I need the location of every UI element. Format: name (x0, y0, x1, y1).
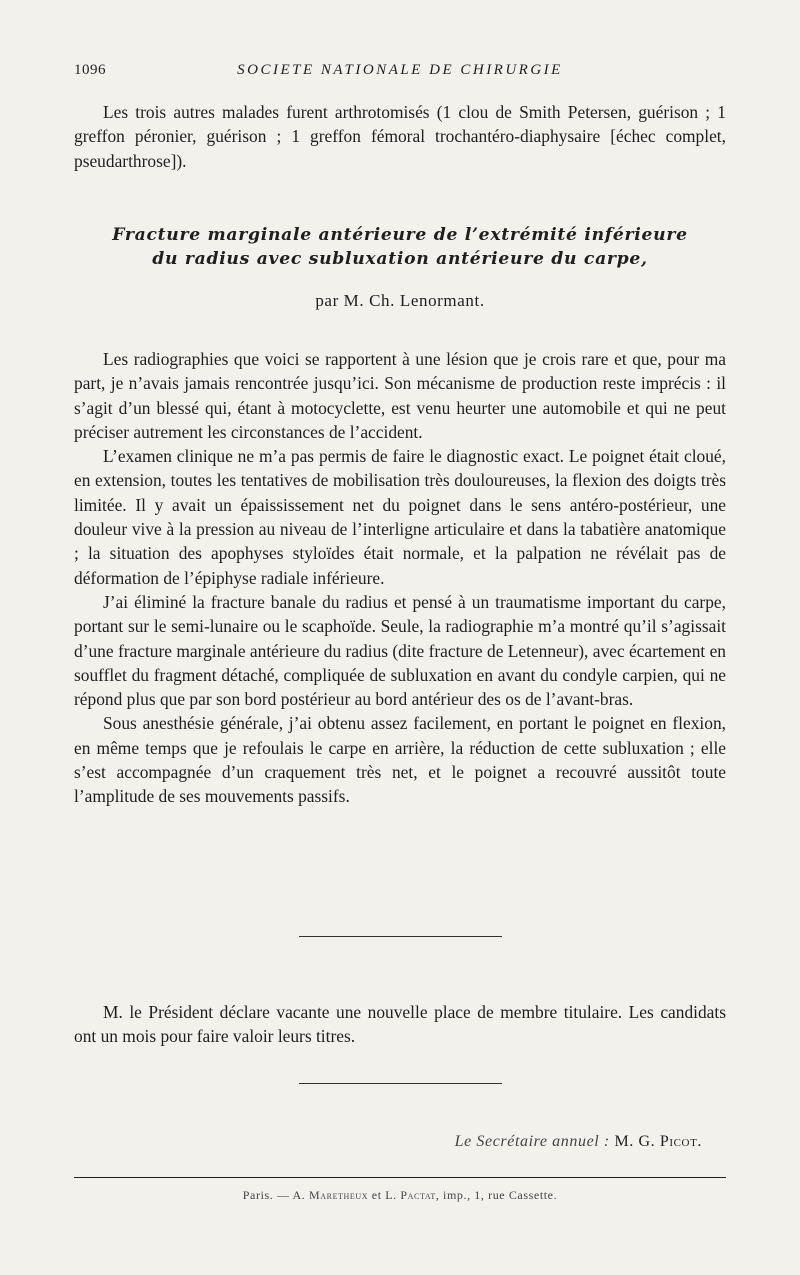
printer-imprint (74, 1188, 726, 1203)
section-divider-2 (299, 1083, 502, 1084)
article-title (74, 223, 726, 271)
signature-role: Le Secrétaire annuel : (454, 1133, 610, 1150)
imprint-printer-1: Maretheux (309, 1188, 369, 1202)
signature (455, 1133, 702, 1151)
intro-paragraph: Les trois autres malades furent arthrotomisés (1 clou de Smith Petersen, guérison ; 1 greffon péronier, guérison ; 1 greffon fémoral trochantéro-diaphysaire [échec complet, pseudarthrose]). (74, 102, 726, 171)
body-paragraph-2: L’examen clinique ne m’a pas permis de faire le diagnostic exact. Le poignet était cloué, en extension, toutes les tentatives de mobilisation très douloureuses, la flexion des doigts très limitée. Il y avait un épaississement net du poignet dans le sens antéro-postérieur, une douleur vive à la pression au niveau de l’interligne articulaire et dans la tabatière anatomique ; la situation des apophyses styloïdes était normale, et la palpation ne révélait pas de déformation de l’épiphyse radiale inférieure. (74, 446, 726, 588)
page-number: 1096 (74, 62, 106, 78)
announcement-paragraph: M. le Président déclare vacante une nouvelle place de membre titulaire. Les candidats ont un mois pour faire valoir leurs titres. (74, 1002, 726, 1047)
body-paragraph-1: Les radiographies que voici se rapportent à une lésion que je crois rare et que, pour ma part, je n’avais jamais rencontrée jusqu’ici. Son mécanisme de production reste imprécis : il s’agit d’un blessé qui, étant à motocyclette, est venu heurter une automobile et qui ne peut préciser autrement les circonstances de l’accident. (74, 349, 726, 442)
imprint-conjunction: et L. (371, 1188, 397, 1202)
footer-divider (74, 1177, 726, 1178)
signature-name: M. G. Picot. (614, 1133, 702, 1150)
page-header (74, 62, 726, 86)
article-body (74, 347, 726, 809)
imprint-printer-2: Pactat, (400, 1188, 440, 1202)
announcement-block (74, 1000, 726, 1049)
imprint-address: imp., 1, rue Cassette. (443, 1188, 558, 1202)
running-head: SOCIETE NATIONALE DE CHIRURGIE (237, 62, 563, 78)
body-paragraph-4: Sous anesthésie générale, j’ai obtenu assez facilement, en portant le poignet en flexion, en même temps que je refoulais le carpe en arrière, la réduction de cette subluxation ; elle s’est accompagnée d’un craquement très net, et le poignet a recouvré aussitôt toute l’amplitude de ses mouvements passifs. (74, 713, 726, 807)
intro-paragraph-block (74, 100, 726, 173)
article-byline: par M. Ch. Lenormant. (315, 291, 485, 310)
imprint-city: Paris. — A. (242, 1188, 306, 1202)
article-title-line-2: du radius avec subluxation antérieure du carpe, (152, 249, 648, 269)
article-title-line-1: Fracture marginale antérieure de l’extrémité inférieure (112, 225, 688, 245)
body-paragraph-3: J’ai éliminé la fracture banale du radius et pensé à un traumatisme important du carpe, portant sur le semi-lunaire ou le scaphoïde. Seule, la radiographie m’a montré qu’il s’agissait d’une fracture marginale antérieure du radius (dite fracture de Letenneur), avec écartement en soufflet du fragment détaché, compliquée de subluxation en avant du condyle carpien, qui ne répond plus que par son bord postérieur au bord antérieur des os de l’avant-bras. (74, 591, 726, 710)
section-divider-1 (299, 936, 502, 937)
